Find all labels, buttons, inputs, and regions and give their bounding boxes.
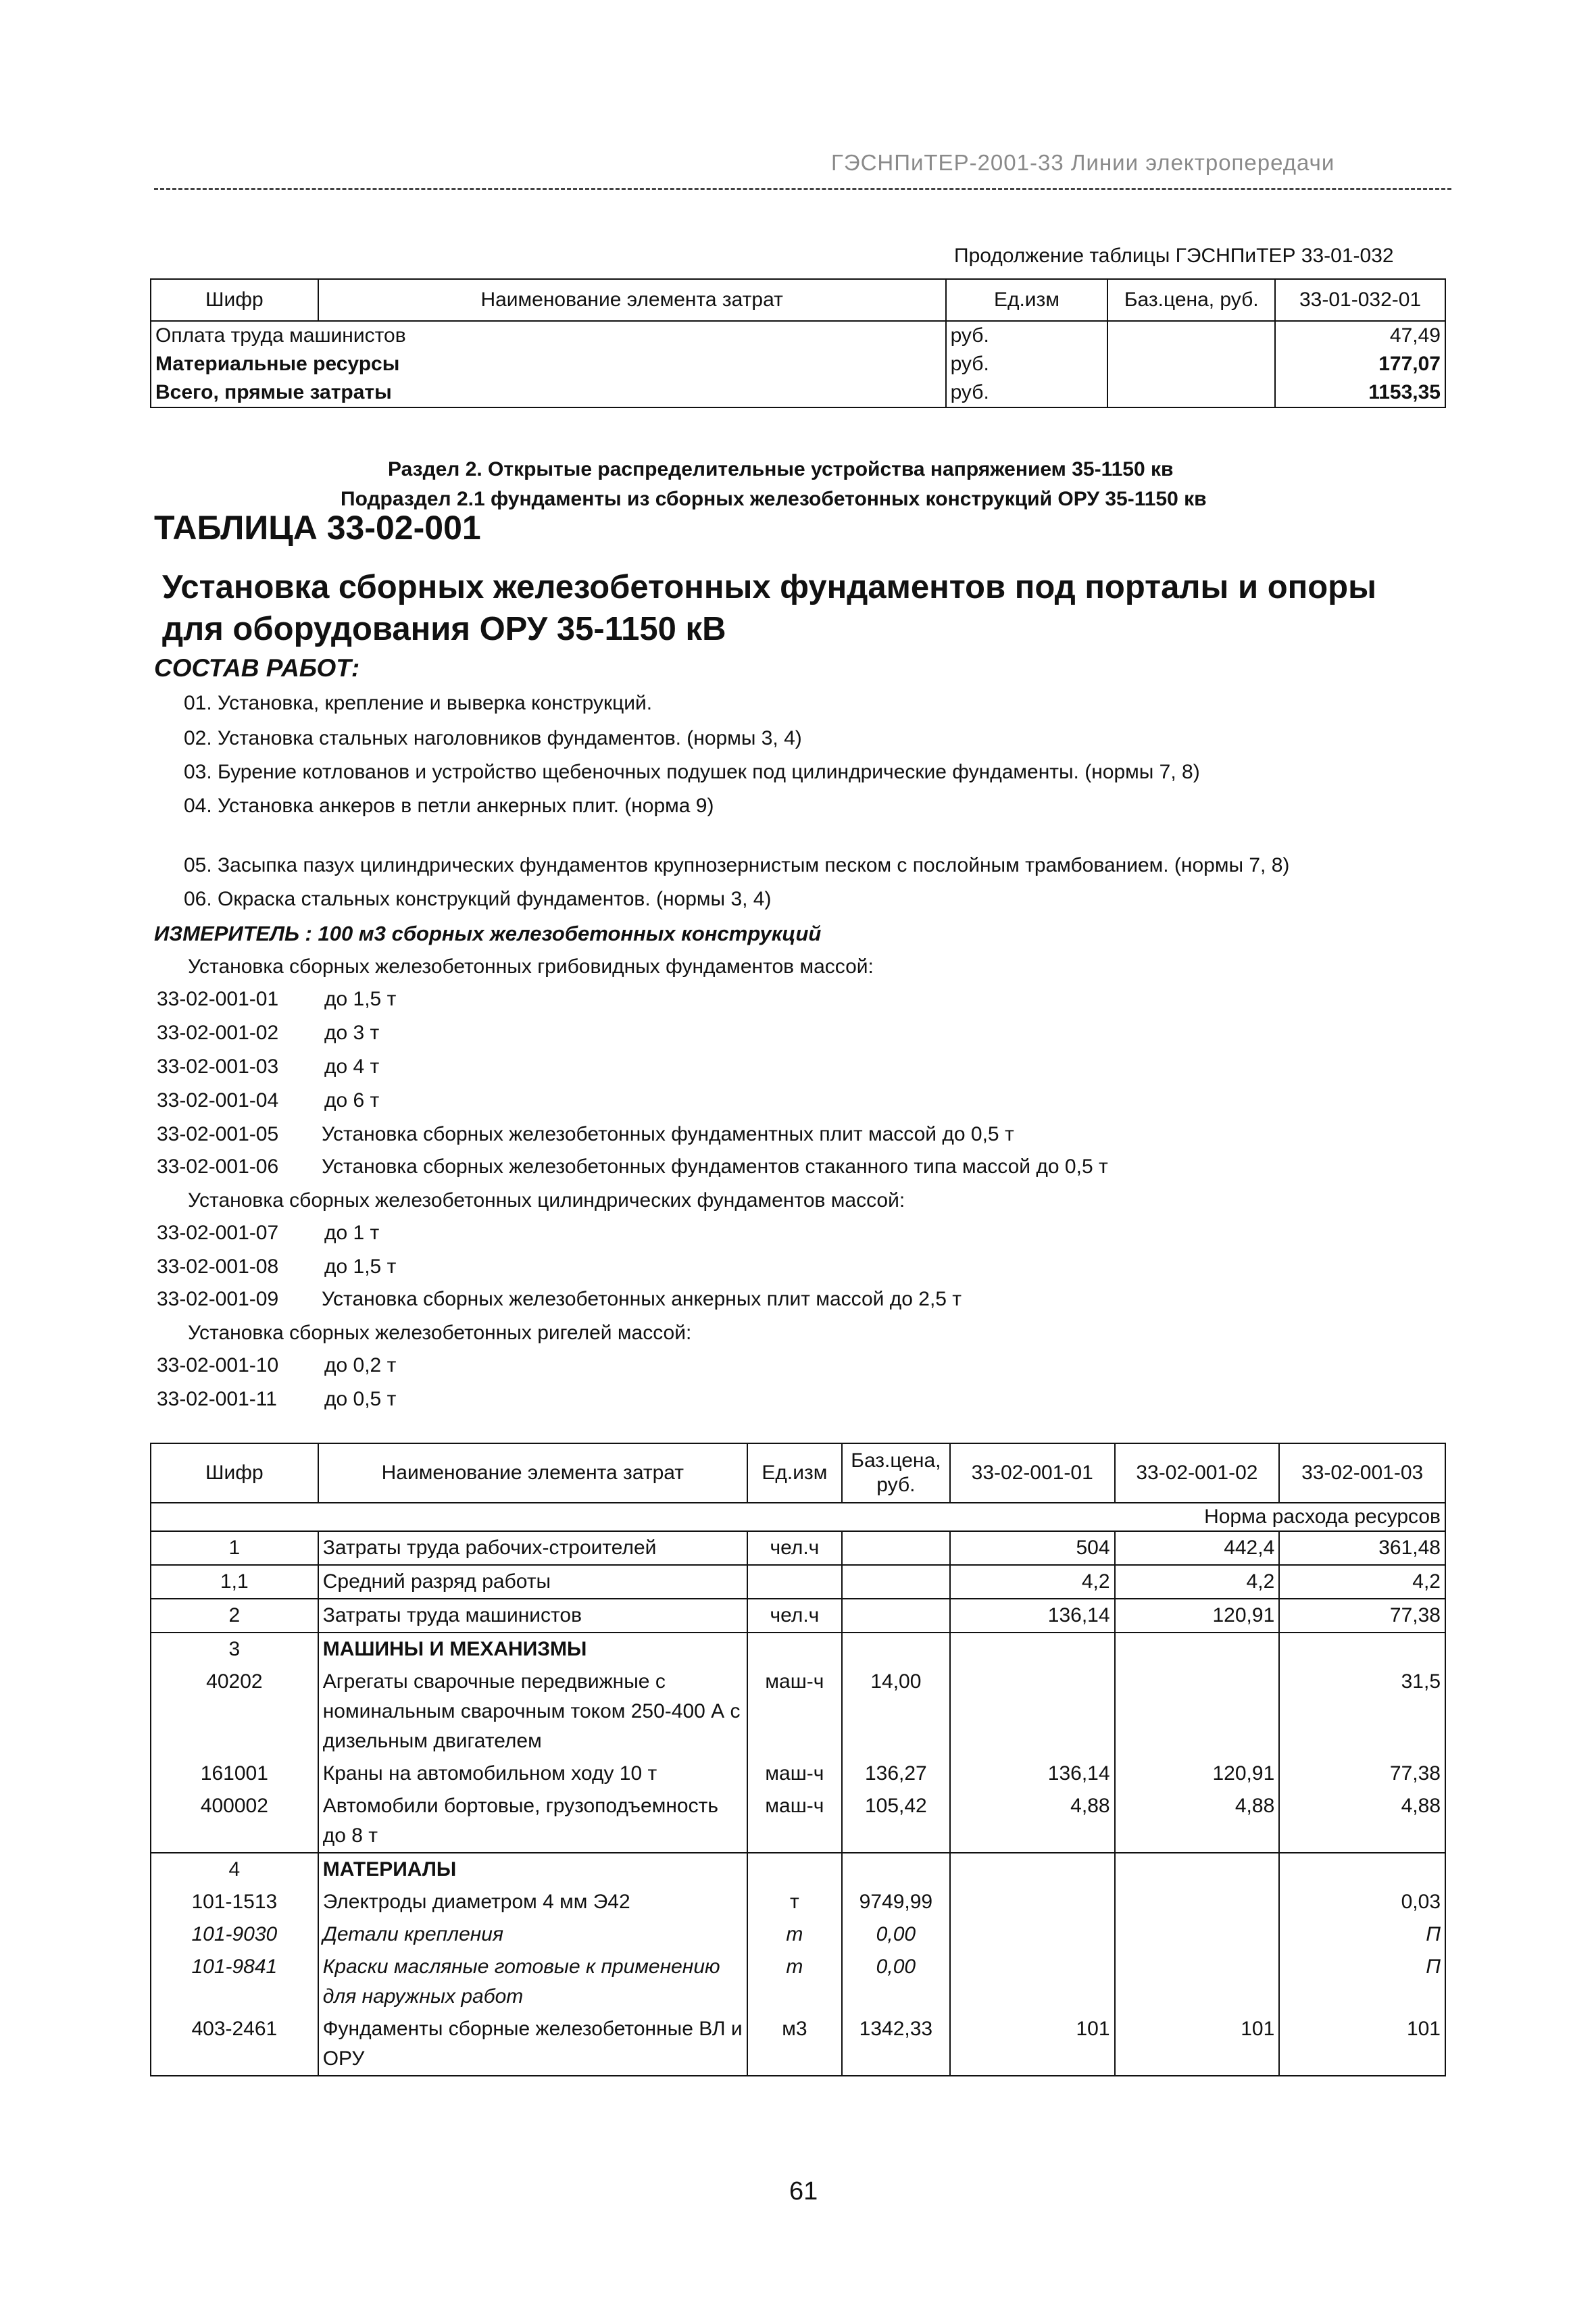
norm-code: 33-02-001-07 xyxy=(157,1222,279,1244)
norm-text: до 1 т xyxy=(324,1222,380,1244)
work-item: 02. Установка стальных наголовников фундаментов. (нормы 3, 4) xyxy=(184,727,802,749)
table-title: Установка сборных железобетонных фундаментов под порталы и опоры для оборудования ОРУ 35-1150 кВ xyxy=(162,569,1376,647)
row-price: 136,27 xyxy=(842,1758,950,1790)
table-row xyxy=(151,1790,1445,1853)
row-value-1: 136,14 xyxy=(950,1599,1115,1633)
work-item: 04. Установка анкеров в петли анкерных плит. (норма 9) xyxy=(184,795,714,817)
row-value-2: 442,4 xyxy=(1115,1531,1280,1565)
norm-group-title: Установка сборных железобетонных цилиндрических фундаментов массой: xyxy=(188,1189,905,1212)
row-value-2 xyxy=(1115,1853,1280,1886)
row-name: Средний разряд работы xyxy=(318,1565,747,1599)
table-header-row xyxy=(151,279,1445,321)
row-value-1 xyxy=(950,1633,1115,1666)
norm-code: 33-02-001-01 xyxy=(157,988,279,1010)
row-price: 14,00 xyxy=(842,1666,950,1758)
row-unit: маш-ч xyxy=(747,1666,842,1758)
row-value-1 xyxy=(950,1918,1115,1951)
work-item: 05. Засыпка пазух цилиндрических фундаментов крупнозернистым песком с послойным трамбованием. (нормы 7, 8) xyxy=(184,854,1290,876)
row-code: 101-9030 xyxy=(151,1918,318,1951)
row-code: 1 xyxy=(151,1531,318,1565)
table-row xyxy=(151,1633,1445,1666)
work-composition-label: СОСТАВ РАБОТ: xyxy=(154,654,360,682)
row-name: МАТЕРИАЛЫ xyxy=(318,1853,747,1886)
row-name: Детали крепления xyxy=(318,1918,747,1951)
row-name: Всего, прямые затраты xyxy=(151,378,946,407)
table-row xyxy=(151,321,1445,350)
row-price: 9749,99 xyxy=(842,1886,950,1918)
row-name: Автомобили бортовые, грузоподъемность до 8 т xyxy=(318,1790,747,1853)
row-price: 0,00 xyxy=(842,1918,950,1951)
col-header: 33-02-001-01 xyxy=(950,1443,1115,1503)
table-row xyxy=(151,1531,1445,1565)
row-unit: т xyxy=(747,1886,842,1918)
row-name: Материальные ресурсы xyxy=(151,350,946,378)
table-row xyxy=(151,1666,1445,1758)
row-name: Краны на автомобильном ходу 10 т xyxy=(318,1758,747,1790)
col-header: 33-02-001-02 xyxy=(1115,1443,1280,1503)
col-header: Ед.изм xyxy=(747,1443,842,1503)
continuation-caption: Продолжение таблицы ГЭСНПиТЕР 33-01-032 xyxy=(954,245,1394,267)
row-unit xyxy=(747,1633,842,1666)
table-row xyxy=(151,1886,1445,1918)
work-item: 06. Окраска стальных конструкций фундаментов. (нормы 3, 4) xyxy=(184,888,772,910)
table-body xyxy=(151,1531,1445,2076)
row-code: 101-9841 xyxy=(151,1951,318,2013)
norm-code: 33-02-001-11 xyxy=(157,1388,277,1410)
row-code: 1,1 xyxy=(151,1565,318,1599)
col-header: 33-02-001-03 xyxy=(1279,1443,1445,1503)
row-price xyxy=(842,1853,950,1886)
row-unit: м3 xyxy=(747,2013,842,2076)
norm-text: до 0,2 т xyxy=(324,1354,397,1376)
row-value-2 xyxy=(1115,1886,1280,1918)
row-price xyxy=(842,1633,950,1666)
norm-text: до 6 т xyxy=(324,1089,380,1112)
row-value-1 xyxy=(950,1951,1115,2013)
col-header: Ед.изм xyxy=(946,279,1108,321)
row-code: 400002 xyxy=(151,1790,318,1853)
subsection-heading: Подраздел 2.1 фундаменты из сборных железобетонных конструкций ОРУ 35-1150 кв xyxy=(341,488,1207,510)
row-value-3: 4,88 xyxy=(1279,1790,1445,1853)
col-header: Шифр xyxy=(151,1443,318,1503)
table-row xyxy=(151,350,1445,378)
row-code: 101-1513 xyxy=(151,1886,318,1918)
row-value-2 xyxy=(1115,1951,1280,2013)
row-name: Электроды диаметром 4 мм Э42 xyxy=(318,1886,747,1918)
row-value-1: 136,14 xyxy=(950,1758,1115,1790)
row-name: Краски масляные готовые к применению для наружных работ xyxy=(318,1951,747,2013)
page-number: 61 xyxy=(789,2177,818,2206)
row-unit: руб. xyxy=(946,350,1108,378)
row-price: 0,00 xyxy=(842,1951,950,2013)
norm-group-title: Установка сборных железобетонных грибовидных фундаментов массой: xyxy=(188,955,874,978)
row-value-2 xyxy=(1115,1633,1280,1666)
row-unit xyxy=(747,1565,842,1599)
row-value-3: П xyxy=(1279,1951,1445,2013)
row-value-3: 77,38 xyxy=(1279,1599,1445,1633)
resource-norms-table xyxy=(150,1443,1446,2076)
row-value: 1153,35 xyxy=(1275,378,1445,407)
row-price xyxy=(1107,378,1275,407)
row-code: 4 xyxy=(151,1853,318,1886)
row-value-3: П xyxy=(1279,1918,1445,1951)
row-name: Оплата труда машинистов xyxy=(151,321,946,350)
row-unit: чел.ч xyxy=(747,1599,842,1633)
row-unit: т xyxy=(747,1918,842,1951)
norm-text: до 1,5 т xyxy=(324,988,397,1010)
table-row xyxy=(151,1918,1445,1951)
norm-code: 33-02-001-02 xyxy=(157,1022,279,1044)
row-value-3: 361,48 xyxy=(1279,1531,1445,1565)
norm-code: 33-02-001-03 xyxy=(157,1055,279,1078)
row-code: 40202 xyxy=(151,1666,318,1758)
col-header: Баз.цена, руб. xyxy=(1107,279,1275,321)
row-unit: маш-ч xyxy=(747,1790,842,1853)
row-value-2: 120,91 xyxy=(1115,1599,1280,1633)
row-value-3: 4,2 xyxy=(1279,1565,1445,1599)
table-row xyxy=(151,1758,1445,1790)
table-header-row xyxy=(151,1443,1445,1503)
table-row xyxy=(151,2013,1445,2076)
norm-code: 33-02-001-06 xyxy=(157,1155,279,1178)
table-row xyxy=(151,1853,1445,1886)
row-name: Фундаменты сборные железобетонные ВЛ и ОРУ xyxy=(318,2013,747,2076)
measurement-unit: ИЗМЕРИТЕЛЬ : 100 м3 сборных железобетонных конструкций xyxy=(154,922,822,945)
col-header: 33-01-032-01 xyxy=(1275,279,1445,321)
row-value-3 xyxy=(1279,1853,1445,1886)
row-name: Затраты труда рабочих-строителей xyxy=(318,1531,747,1565)
table-row xyxy=(151,378,1445,407)
work-item: 03. Бурение котлованов и устройство щебеночных подушек под цилиндрические фундаменты. (нормы 7, 8) xyxy=(184,761,1200,783)
norm-text: до 3 т xyxy=(324,1022,380,1044)
table-row xyxy=(151,1565,1445,1599)
row-price xyxy=(1107,350,1275,378)
row-unit: маш-ч xyxy=(747,1758,842,1790)
row-value-2 xyxy=(1115,1666,1280,1758)
row-price: 105,42 xyxy=(842,1790,950,1853)
norm-code: 33-02-001-09 xyxy=(157,1288,279,1310)
norm-text: до 0,5 т xyxy=(324,1388,397,1410)
row-price xyxy=(1107,321,1275,350)
row-value: 177,07 xyxy=(1275,350,1445,378)
norm-label: Норма расхода ресурсов xyxy=(151,1503,1445,1531)
row-value-3: 77,38 xyxy=(1279,1758,1445,1790)
row-value-1: 4,2 xyxy=(950,1565,1115,1599)
col-header: Наименование элемента затрат xyxy=(318,279,946,321)
row-price xyxy=(842,1599,950,1633)
row-value-3: 101 xyxy=(1279,2013,1445,2076)
header-rule xyxy=(154,188,1451,190)
norm-text: Установка сборных железобетонных фундаментов стаканного типа массой до 0,5 т xyxy=(322,1155,1108,1178)
row-value-3: 31,5 xyxy=(1279,1666,1445,1758)
continuation-table xyxy=(150,278,1446,408)
table-row xyxy=(151,1951,1445,2013)
section-heading: Раздел 2. Открытые распределительные устройства напряжением 35-1150 кв xyxy=(388,458,1174,480)
row-name: Агрегаты сварочные передвижные с номинальным сварочным током 250-400 А с дизельным двигателем xyxy=(318,1666,747,1758)
norm-code: 33-02-001-10 xyxy=(157,1354,279,1376)
row-code: 2 xyxy=(151,1599,318,1633)
row-name: Затраты труда машинистов xyxy=(318,1599,747,1633)
work-item: 01. Установка, крепление и выверка конструкций. xyxy=(184,692,653,714)
norm-code: 33-02-001-08 xyxy=(157,1255,279,1278)
row-value-2: 4,88 xyxy=(1115,1790,1280,1853)
row-code: 161001 xyxy=(151,1758,318,1790)
row-value-2: 4,2 xyxy=(1115,1565,1280,1599)
norm-label-row xyxy=(151,1503,1445,1531)
row-value-1 xyxy=(950,1853,1115,1886)
norm-code: 33-02-001-05 xyxy=(157,1123,279,1145)
row-price: 1342,33 xyxy=(842,2013,950,2076)
row-code: 3 xyxy=(151,1633,318,1666)
row-unit xyxy=(747,1853,842,1886)
row-value-2: 101 xyxy=(1115,2013,1280,2076)
row-code: 403-2461 xyxy=(151,2013,318,2076)
norm-text: Установка сборных железобетонных анкерных плит массой до 2,5 т xyxy=(322,1288,962,1310)
row-name: МАШИНЫ И МЕХАНИЗМЫ xyxy=(318,1633,747,1666)
table-row xyxy=(151,1599,1445,1633)
row-value-2: 120,91 xyxy=(1115,1758,1280,1790)
col-header: Шифр xyxy=(151,279,318,321)
row-price xyxy=(842,1531,950,1565)
row-value-2 xyxy=(1115,1918,1280,1951)
col-header: Наименование элемента затрат xyxy=(318,1443,747,1503)
row-value-3: 0,03 xyxy=(1279,1886,1445,1918)
row-value-1: 4,88 xyxy=(950,1790,1115,1853)
row-value-1: 101 xyxy=(950,2013,1115,2076)
row-value-3 xyxy=(1279,1633,1445,1666)
row-value-1: 504 xyxy=(950,1531,1115,1565)
row-unit: чел.ч xyxy=(747,1531,842,1565)
col-header: Баз.цена, руб. xyxy=(842,1443,950,1503)
norm-text: до 4 т xyxy=(324,1055,380,1078)
row-unit: т xyxy=(747,1951,842,2013)
row-value-1 xyxy=(950,1666,1115,1758)
norm-group-title: Установка сборных железобетонных ригелей массой: xyxy=(188,1322,692,1344)
table-number: ТАБЛИЦА 33-02-001 xyxy=(154,509,481,547)
row-value: 47,49 xyxy=(1275,321,1445,350)
row-unit: руб. xyxy=(946,378,1108,407)
row-value-1 xyxy=(950,1886,1115,1918)
row-price xyxy=(842,1565,950,1599)
norm-text: до 1,5 т xyxy=(324,1255,397,1278)
running-title: ГЭСНПиТЕР-2001-33 Линии электропередачи xyxy=(831,150,1335,175)
norm-text: Установка сборных железобетонных фундаментных плит массой до 0,5 т xyxy=(322,1123,1014,1145)
norm-code: 33-02-001-04 xyxy=(157,1089,279,1112)
row-unit: руб. xyxy=(946,321,1108,350)
